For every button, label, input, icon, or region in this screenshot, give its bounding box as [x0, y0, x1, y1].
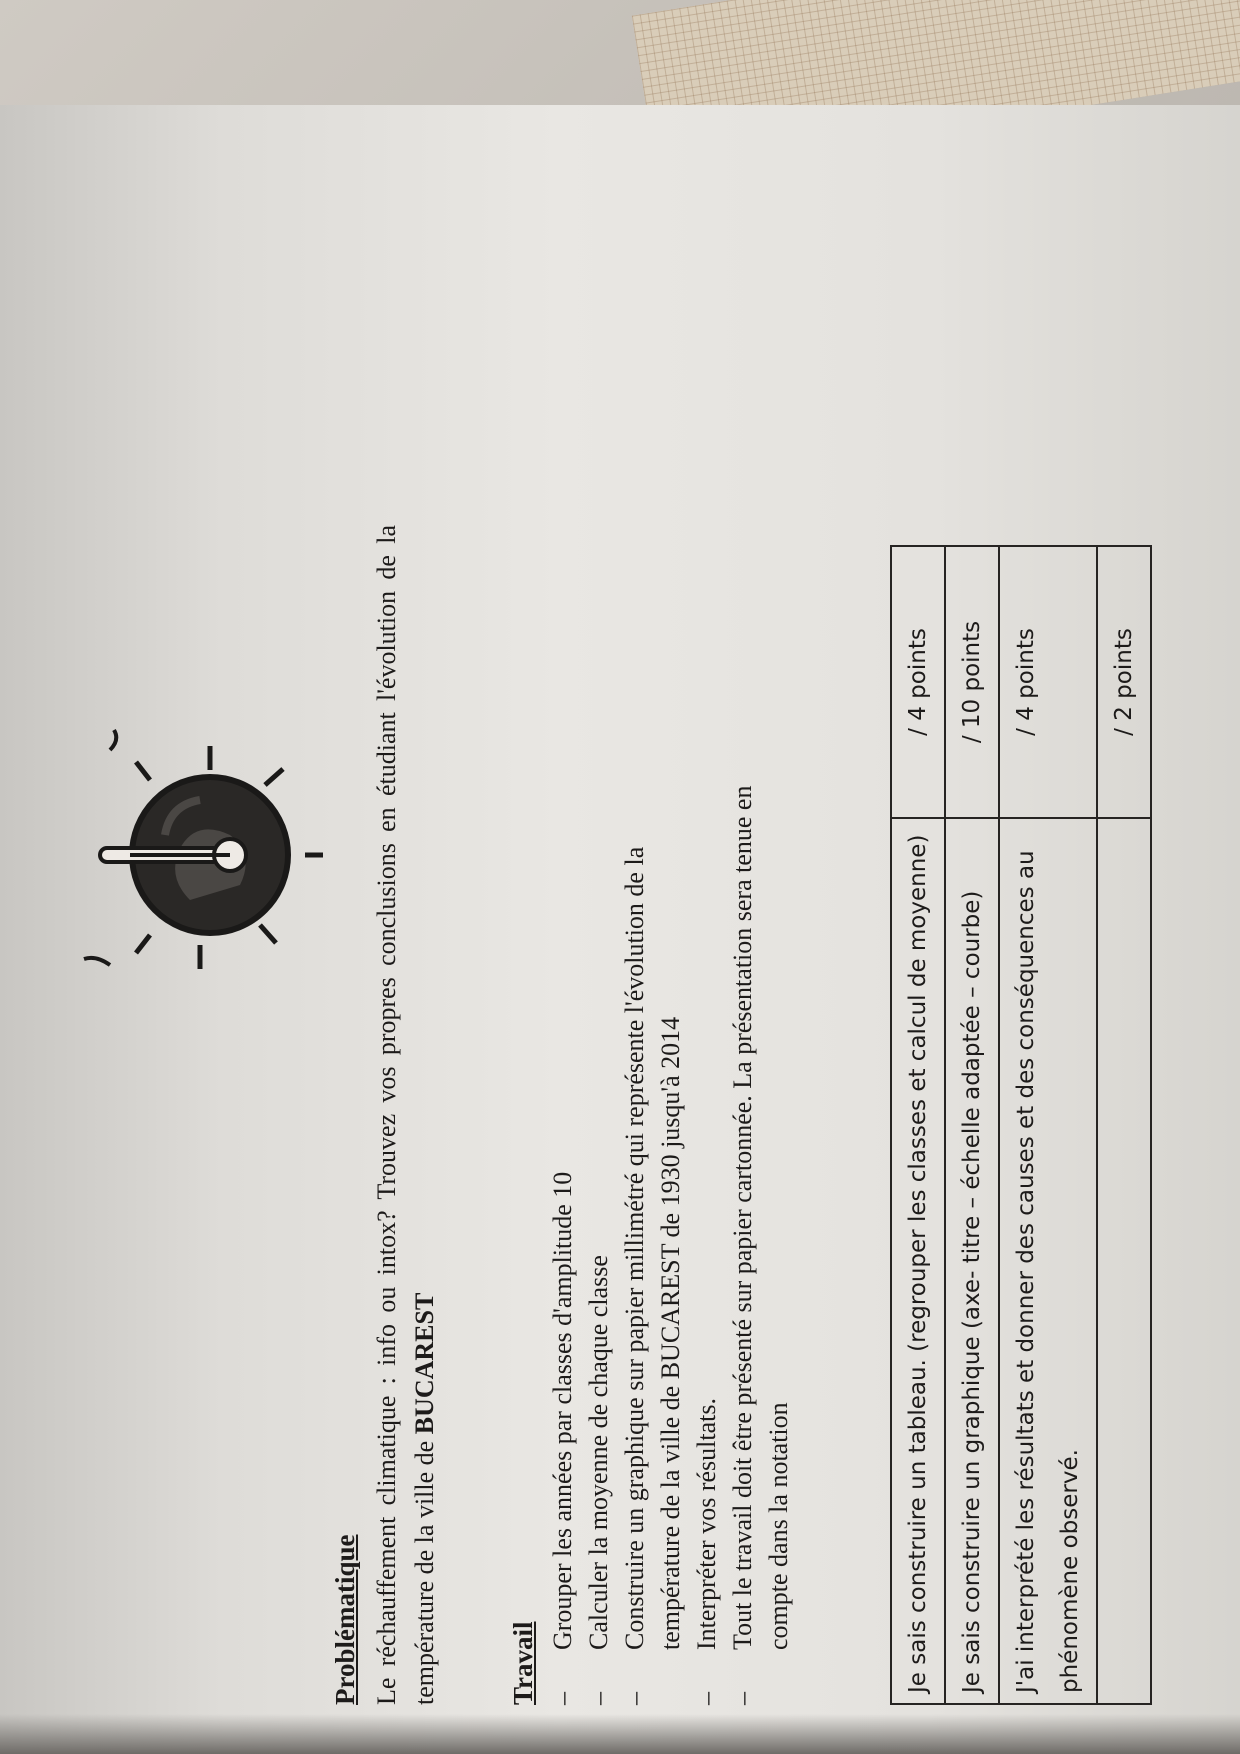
criterion-cell: J'ai interprété les résultats et donner des causes et des conséquences au phénomène observé. [999, 818, 1097, 1704]
list-dash: – [692, 1692, 721, 1705]
worksheet-content [330, 225, 1240, 1705]
table-row [1097, 546, 1151, 1704]
city-name: BUCAREST [410, 1292, 439, 1435]
task-list [545, 745, 797, 1705]
points-cell: / 4 points [891, 546, 945, 818]
task-text: Tout le travail doit être présenté sur papier cartonnée. La présentation sera tenue en compte dans la notation [728, 785, 793, 1650]
page-shadow [0, 1714, 1240, 1754]
task-text: Grouper les années par classes d'amplitude 10 [548, 1171, 577, 1650]
list-item [545, 745, 581, 1705]
evaluation-table [890, 545, 1152, 1705]
points-cell: / 4 points [999, 546, 1097, 818]
earth-thermometer-icon [70, 705, 330, 1005]
problematique-text [368, 525, 444, 1705]
criterion-cell: Je sais construire un graphique (axe- titre – échelle adaptée – courbe) [945, 818, 999, 1704]
criterion-cell [1097, 818, 1151, 1704]
list-item [617, 745, 689, 1705]
points-cell: / 2 points [1097, 546, 1151, 818]
task-text: Calculer la moyenne de chaque classe [584, 1255, 613, 1650]
travail-heading: Travail [508, 1621, 538, 1705]
list-dash: – [620, 1692, 649, 1705]
list-dash: – [584, 1692, 613, 1705]
list-item [689, 745, 725, 1705]
points-cell: / 10 points [945, 546, 999, 818]
problematique-text-body: Le réchauffement climatique : info ou intox? Trouvez vos propres conclusions en étudiant l'évolution de la température de la ville de [372, 525, 439, 1705]
problematique-heading: Problématique [330, 1534, 360, 1705]
task-text: Construire un graphique sur papier millimétré qui représente l'évolution de la température de la ville de BUCAREST de 1930 jusqu'à 2014 [620, 846, 685, 1650]
worksheet-page [0, 105, 1240, 1754]
table-row [999, 546, 1097, 1704]
task-text: Interpréter vos résultats. [692, 1398, 721, 1650]
list-dash: – [548, 1692, 577, 1705]
list-item [581, 745, 617, 1705]
table-row [945, 546, 999, 1704]
table-row [891, 546, 945, 1704]
criterion-cell: Je sais construire un tableau. (regrouper les classes et calcul de moyenne) [891, 818, 945, 1704]
list-item [725, 745, 797, 1705]
list-dash: – [728, 1692, 757, 1705]
